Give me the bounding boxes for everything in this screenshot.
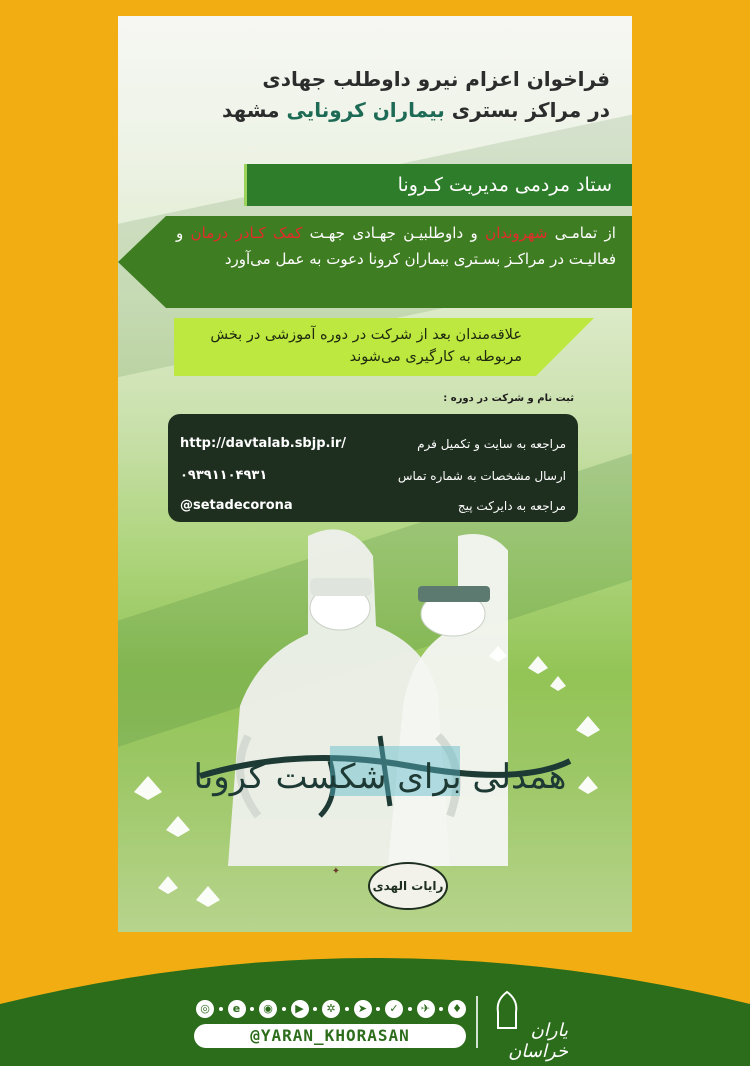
secondary-logo: ✦ (331, 866, 341, 877)
youtube-icon[interactable]: ▶ (291, 1000, 309, 1018)
brand-name: یاران خراسان (508, 1020, 568, 1062)
title-line-2: در مراکز بستری بیماران کرونایی مشهد (222, 98, 610, 122)
aparat-icon[interactable]: ✲ (322, 1000, 340, 1018)
contact-box (168, 414, 578, 522)
training-banner-arrow (536, 318, 594, 376)
invite-banner: از تمامـی شهروندان و داوطلبیـن جهـادی جهـت کمک کـادر درمان و فعالیـت در مراکـز بسـتری بیماران کرونا دعوت به عمل می‌آورد (166, 216, 632, 308)
registration-title: ثبت نام و شرکت در دوره : (443, 393, 574, 404)
social-icons-row (196, 998, 466, 1020)
eitaa-icon[interactable]: e (228, 1000, 246, 1018)
hq-banner: ستاد مردمی مدیریت کـرونا (244, 164, 632, 206)
invite-banner-arrow (118, 216, 166, 308)
soroush-icon[interactable]: ✓ (385, 1000, 403, 1018)
slogan-text: همدلی برای شکست کرونا (193, 757, 567, 797)
footer-divider (476, 996, 478, 1048)
telegram-icon[interactable]: ➤ (354, 1000, 372, 1018)
phone-number[interactable]: ۰۹۳۹۱۱۰۴۹۳۱ (180, 468, 268, 483)
footer-handle[interactable]: @YARAN_KHORASAN (194, 1024, 466, 1048)
poster-title (130, 64, 610, 126)
contact-row-phone (180, 468, 566, 490)
twitter-icon[interactable]: ✈ (417, 1000, 435, 1018)
rayat-alhoda-logo: رایات الهدی (368, 862, 448, 910)
training-banner: علاقه‌مندان بعد از شرکت در دوره آموزشی در بخش مربوطه به کارگیری می‌شوند (174, 318, 536, 376)
yaran-khorasan-logo (484, 990, 568, 1062)
bale-icon[interactable]: ♦ (448, 1000, 466, 1018)
contact-row-website (180, 436, 566, 458)
poster (118, 16, 632, 932)
website-label: مراجعه به سایت و تکمیل فرم (417, 437, 566, 451)
instagram-label: مراجعه به دایرکت پیج (457, 499, 566, 513)
telegram-alt-icon[interactable]: ◎ (196, 1000, 214, 1018)
instagram-handle[interactable]: @setadecorona (180, 498, 293, 513)
title-line-1: فراخوان اعزام نیرو داوطلب جهادی (262, 67, 610, 91)
phone-label: ارسال مشخصات به شماره تماس (397, 469, 566, 483)
website-url[interactable]: http://davtalab.sbjp.ir/ (180, 436, 347, 451)
instagram-icon[interactable]: ◉ (259, 1000, 277, 1018)
